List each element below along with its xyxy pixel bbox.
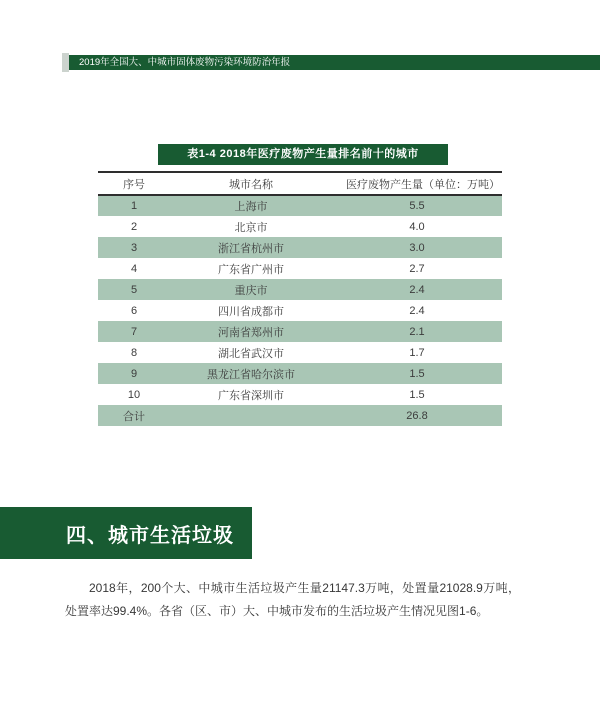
amount-cell: 2.1 <box>409 325 425 338</box>
rank-cell: 7 <box>130 325 138 338</box>
table-row <box>98 279 502 300</box>
body-paragraph: 2018年，200个大、中城市生活垃圾产生量21147.3万吨，处置量21028.9万吨，处置率达99.4%。各省（区、市）大、中城市发布的生活垃圾产生情况见图1-6。 <box>65 581 520 618</box>
table-row <box>98 342 502 363</box>
rank-cell: 5 <box>130 283 138 296</box>
city-cell: 重庆市 <box>234 284 268 297</box>
amount-cell: 1.5 <box>409 367 425 380</box>
section-heading-banner <box>0 507 252 559</box>
city-cell: 上海市 <box>234 201 268 213</box>
amount-cell: 1.7 <box>409 346 425 359</box>
rank-cell: 8 <box>130 346 138 359</box>
table-row <box>98 237 502 258</box>
amount-cell: 2.4 <box>409 283 425 296</box>
amount-cell: 3.0 <box>409 241 425 254</box>
total-spacer-cell <box>170 405 332 426</box>
amount-cell: 4.0 <box>409 220 425 233</box>
column-header-city: 城市名称 <box>170 172 332 195</box>
table-total-row <box>98 405 502 426</box>
rank-cell: 9 <box>130 367 138 380</box>
section-heading: 四、城市生活垃圾 <box>66 524 234 547</box>
city-cell: 黑龙江省哈尔滨市 <box>207 368 295 381</box>
table-body <box>98 195 502 426</box>
rank-cell: 4 <box>130 262 138 275</box>
running-header-bar <box>69 55 600 70</box>
city-cell: 广东省深圳市 <box>218 389 284 402</box>
rank-cell: 1 <box>130 200 138 212</box>
table-caption: 表1-4 2018年医疗废物产生量排名前十的城市 <box>158 144 448 165</box>
column-header-amount: 医疗废物产生量（单位：万吨） <box>332 172 502 195</box>
page-edge-tab <box>62 53 69 72</box>
table-row <box>98 258 502 279</box>
amount-cell: 2.7 <box>409 262 425 275</box>
city-cell: 四川省成都市 <box>218 305 284 318</box>
table-row <box>98 300 502 321</box>
table-row <box>98 195 502 216</box>
total-amount-cell: 26.8 <box>406 409 428 422</box>
rank-cell: 6 <box>130 304 138 317</box>
city-cell: 湖北省武汉市 <box>218 347 284 360</box>
rank-cell: 2 <box>130 220 138 233</box>
table-row <box>98 216 502 237</box>
table-row <box>98 384 502 405</box>
city-cell: 河南省郑州市 <box>218 326 284 339</box>
amount-cell: 1.5 <box>409 388 425 401</box>
rank-cell: 10 <box>127 388 141 401</box>
total-label-cell: 合计 <box>123 410 145 423</box>
report-title: 2019年全国大、中城市固体废物污染环境防治年报 <box>79 57 291 68</box>
city-cell: 广东省广州市 <box>218 263 284 276</box>
amount-cell: 5.5 <box>409 200 425 212</box>
amount-cell: 2.4 <box>409 304 425 317</box>
column-header-rank: 序号 <box>98 172 170 195</box>
table-row <box>98 363 502 384</box>
city-cell: 浙江省杭州市 <box>218 242 284 255</box>
table-header-row <box>98 172 502 195</box>
rank-cell: 3 <box>130 241 138 254</box>
table-row <box>98 321 502 342</box>
city-cell: 北京市 <box>234 221 268 234</box>
medical-waste-table <box>98 171 502 426</box>
